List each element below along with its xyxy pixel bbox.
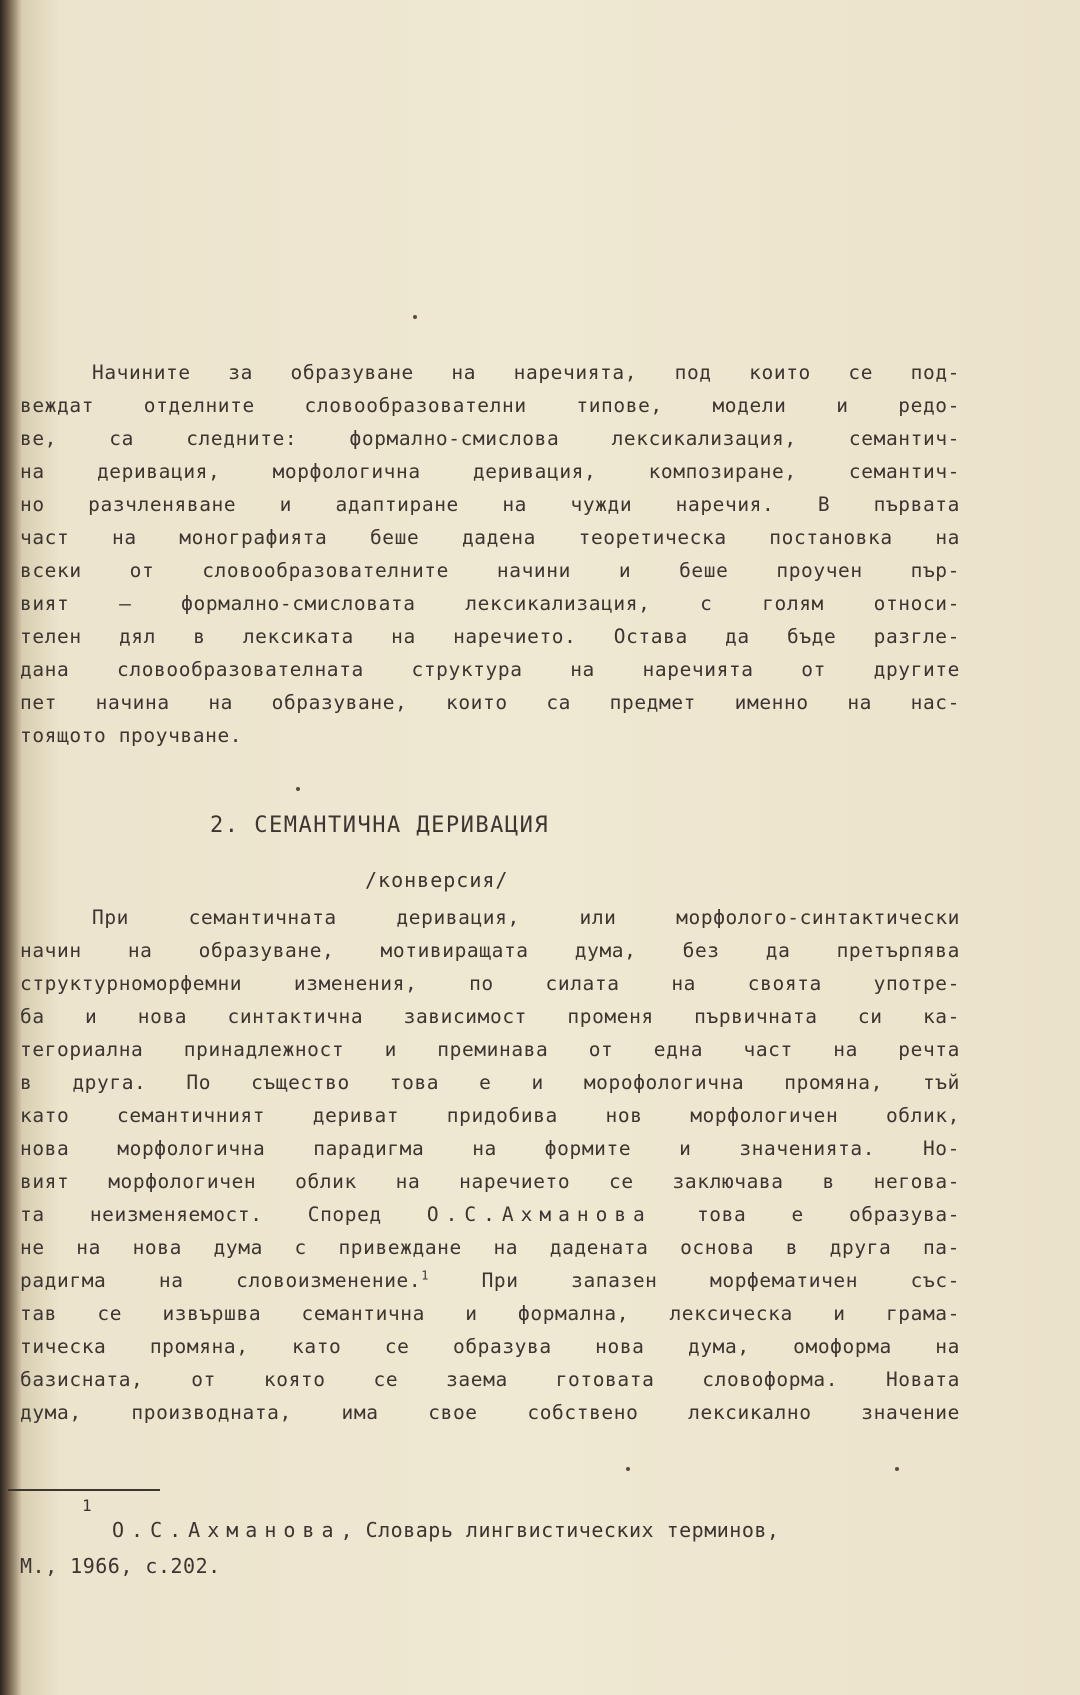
paragraph-line: на деривация, морфологична деривация, композиране, семантич- [20, 460, 960, 483]
footnote-divider [8, 1489, 160, 1491]
paragraph-2 [20, 901, 960, 1429]
paragraph-line: не на нова дума с привеждане на дадената основа в друга па- [20, 1236, 960, 1259]
paragraph-line: дана словообразователната структура на наречията от другите [20, 658, 960, 681]
paragraph-line: дума, производната, има свое собствено лексикално значение [20, 1401, 960, 1424]
footnote-line: М., 1966, с.202. [20, 1554, 221, 1578]
paragraph-line: тегориална принадлежност и преминава от една част на речта [20, 1038, 960, 1061]
paragraph-line: в друга. По същество това е и морофологична промяна, тъй [20, 1071, 960, 1094]
paragraph-line-with-author [20, 1198, 960, 1231]
paragraph-line-with-footnote [20, 1264, 960, 1297]
paragraph-line: но разчленяване и адаптиране на чужди наречия. В първата [20, 493, 960, 516]
paragraph-line: като семантичният дериват придобива нов морфологичен облик, [20, 1104, 960, 1127]
speck [296, 787, 300, 791]
author-name: О.С.Ахманова [426, 1203, 652, 1226]
paragraph-line: ба и нова синтактична зависимост променя първичната си ка- [20, 1005, 960, 1028]
paragraph-line: нова морфологична парадигма на формите и значенията. Но- [20, 1137, 960, 1160]
paragraph-line: тоящото проучване. [20, 724, 243, 747]
line-text: радигма на словоизменение. [20, 1269, 422, 1292]
line-text: та неизменяемост. Според [20, 1203, 382, 1226]
paragraph-line: всеки от словообразователните начини и беше проучен пър- [20, 559, 960, 582]
section-subheading: /конверсия/ [365, 868, 509, 892]
paragraph-line: пет начина на образуване, които са предмет именно на нас- [20, 691, 960, 714]
section-heading: 2. СЕМАНТИЧНА ДЕРИВАЦИЯ [210, 813, 550, 838]
paragraph-line: тическа промяна, като се образува нова дума, омоформа на [20, 1335, 960, 1358]
paragraph-1 [20, 356, 960, 752]
paragraph-line: телен дял в лексиката на наречието. Остава да бъде разгле- [20, 625, 960, 648]
footnote-line [20, 1512, 950, 1548]
paragraph-line: При семантичната деривация, или морфолого-синтактически [92, 906, 960, 929]
paragraph-line: вият – формално-смисловата лексикализация, с голям относи- [20, 592, 960, 615]
paragraph-line: тав се извършва семантична и формална, лексическа и грама- [20, 1302, 960, 1325]
speck [626, 1467, 630, 1471]
paragraph-line: вият морфологичен облик на наречието се заключава в негова- [20, 1170, 960, 1193]
footnote [20, 1512, 950, 1584]
paragraph-line: част на монографията беше дадена теоретическа постановка на [20, 526, 960, 549]
footnote-title: , Словарь лингвистических терминов, [340, 1518, 780, 1542]
paragraph-line: структурноморфемни изменения, по силата на своята употре- [20, 972, 960, 995]
paragraph-line: веждат отделните словообразователни типове, модели и редо- [20, 394, 960, 417]
line-text: на нова дума с привеждане на дадената основа в друга па- [76, 1236, 960, 1259]
line-text: това е образува- [651, 1203, 960, 1226]
footnote-author: О.С.Ахманова [112, 1518, 341, 1542]
speck [413, 315, 417, 319]
paragraph-line: ве, са следните: формално-смислова лексикализация, семантич- [20, 427, 960, 450]
paragraph-line: базисната, от която се заема готовата словоформа. Новата [20, 1368, 960, 1391]
line-text: При запазен морфематичен със- [429, 1269, 960, 1292]
paragraph-line: начин на образуване, мотивиращата дума, без да претърпява [20, 939, 960, 962]
paragraph-line: Начините за образуване на наречията, под които се под- [92, 361, 960, 384]
speck [895, 1467, 899, 1471]
footnote-number: 1 [82, 1496, 92, 1515]
footnote-ref: 1 [421, 1268, 430, 1283]
